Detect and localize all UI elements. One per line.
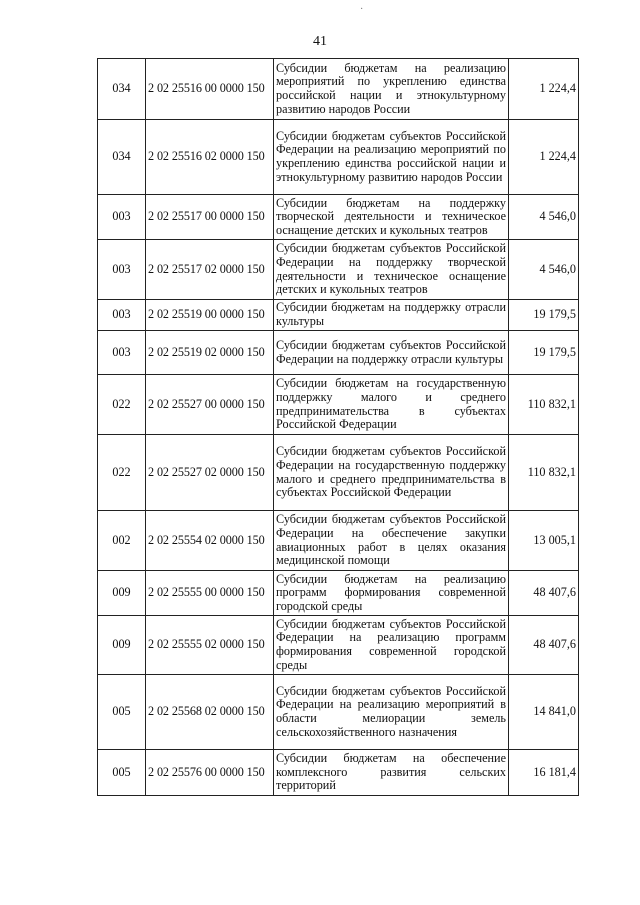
table-row (98, 120, 579, 195)
amount-cell: 48 407,6 (509, 616, 579, 675)
admin-code-cell: 005 (98, 750, 146, 796)
revenue-name-cell: Субсидии бюджетам на реализацию мероприятий по укреплению единства российской нации и этнокультурному развитию народов России (274, 59, 509, 120)
admin-code-cell: 003 (98, 300, 146, 331)
revenue-name-cell: Субсидии бюджетам на поддержку творческой деятельности и техническое оснащение детских и кукольных театров (274, 195, 509, 240)
admin-code-cell: 034 (98, 59, 146, 120)
table-row (98, 331, 579, 375)
admin-code-cell: 034 (98, 120, 146, 195)
table-row (98, 59, 579, 120)
amount-cell: 14 841,0 (509, 675, 579, 750)
budget-code-cell: 2 02 25519 00 0000 150 (146, 300, 274, 331)
budget-code-cell: 2 02 25517 02 0000 150 (146, 240, 274, 300)
budget-code-cell: 2 02 25568 02 0000 150 (146, 675, 274, 750)
admin-code-cell: 002 (98, 511, 146, 571)
budget-code-cell: 2 02 25555 02 0000 150 (146, 616, 274, 675)
budget-code-cell: 2 02 25517 00 0000 150 (146, 195, 274, 240)
admin-code-cell: 003 (98, 331, 146, 375)
revenue-name-cell: Субсидии бюджетам на государственную поддержку малого и среднего предпринимательства в субъектах Российской Федерации (274, 375, 509, 435)
table-row (98, 616, 579, 675)
revenue-name-cell: Субсидии бюджетам субъектов Российской Федерации на государственную поддержку малого и среднего предпринимательства в субъектах Российской Федерации (274, 435, 509, 511)
amount-cell: 48 407,6 (509, 571, 579, 616)
amount-cell: 1 224,4 (509, 59, 579, 120)
budget-code-cell: 2 02 25519 02 0000 150 (146, 331, 274, 375)
budget-table-body (98, 59, 579, 796)
budget-table (97, 58, 579, 796)
admin-code-cell: 005 (98, 675, 146, 750)
table-row (98, 435, 579, 511)
amount-cell: 16 181,4 (509, 750, 579, 796)
budget-code-cell: 2 02 25555 00 0000 150 (146, 571, 274, 616)
admin-code-cell: 003 (98, 240, 146, 300)
budget-code-cell: 2 02 25527 02 0000 150 (146, 435, 274, 511)
table-row (98, 195, 579, 240)
admin-code-cell: 009 (98, 616, 146, 675)
revenue-name-cell: Субсидии бюджетам субъектов Российской Федерации на поддержку отрасли культуры (274, 331, 509, 375)
table-row (98, 511, 579, 571)
revenue-name-cell: Субсидии бюджетам субъектов Российской Федерации на обеспечение закупки авиационных работ в целях оказания медицинской помощи (274, 511, 509, 571)
scan-mark: · (360, 4, 364, 15)
amount-cell: 19 179,5 (509, 300, 579, 331)
revenue-name-cell: Субсидии бюджетам субъектов Российской Федерации на реализацию мероприятий по укреплению единства российской нации и этнокультурному развитию народов России (274, 120, 509, 195)
revenue-name-cell: Субсидии бюджетам субъектов Российской Федерации на реализацию мероприятий в области мелиорации земель сельскохозяйственного назначения (274, 675, 509, 750)
table-row (98, 375, 579, 435)
revenue-name-cell: Субсидии бюджетам на поддержку отрасли культуры (274, 300, 509, 331)
amount-cell: 110 832,1 (509, 375, 579, 435)
revenue-name-cell: Субсидии бюджетам субъектов Российской Федерации на реализацию программ формирования современной городской среды (274, 616, 509, 675)
table-row (98, 571, 579, 616)
amount-cell: 1 224,4 (509, 120, 579, 195)
budget-code-cell: 2 02 25516 00 0000 150 (146, 59, 274, 120)
amount-cell: 13 005,1 (509, 511, 579, 571)
revenue-name-cell: Субсидии бюджетам на реализацию программ формирования современной городской среды (274, 571, 509, 616)
admin-code-cell: 003 (98, 195, 146, 240)
admin-code-cell: 022 (98, 375, 146, 435)
table-row (98, 240, 579, 300)
table-row (98, 675, 579, 750)
budget-code-cell: 2 02 25516 02 0000 150 (146, 120, 274, 195)
budget-code-cell: 2 02 25576 00 0000 150 (146, 750, 274, 796)
budget-code-cell: 2 02 25554 02 0000 150 (146, 511, 274, 571)
amount-cell: 4 546,0 (509, 240, 579, 300)
amount-cell: 19 179,5 (509, 331, 579, 375)
budget-code-cell: 2 02 25527 00 0000 150 (146, 375, 274, 435)
admin-code-cell: 022 (98, 435, 146, 511)
amount-cell: 4 546,0 (509, 195, 579, 240)
table-row (98, 750, 579, 796)
admin-code-cell: 009 (98, 571, 146, 616)
amount-cell: 110 832,1 (509, 435, 579, 511)
revenue-name-cell: Субсидии бюджетам субъектов Российской Федерации на поддержку творческой деятельности и техническое оснащение детских и кукольных театров (274, 240, 509, 300)
revenue-name-cell: Субсидии бюджетам на обеспечение комплексного развития сельских территорий (274, 750, 509, 796)
table-row (98, 300, 579, 331)
page-number: 41 (313, 34, 327, 49)
